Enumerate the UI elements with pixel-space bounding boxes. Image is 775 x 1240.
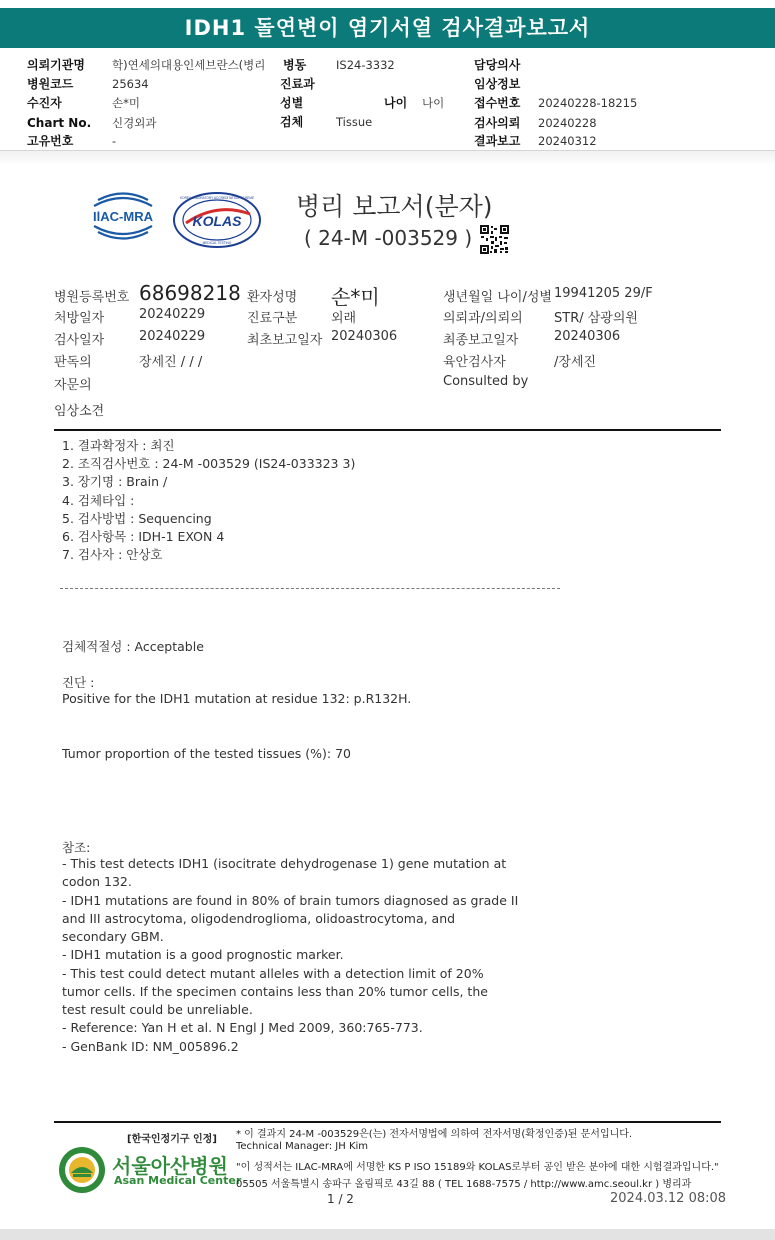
consultant-label: 자문의 xyxy=(54,378,92,393)
first-report-label: 최초보고일자 xyxy=(247,333,323,348)
detail-line: 4. 검체타입 : xyxy=(62,493,135,508)
final-report-value: 20240306 xyxy=(554,329,621,344)
amc-emblem-icon xyxy=(58,1146,106,1194)
detail-line: 7. 검사자 : 안상호 xyxy=(62,547,163,562)
doctor-label: 담당의사 xyxy=(474,58,521,72)
accreditation-note: "이 성적서는 ILAC-MRA에 서명한 KS P ISO 15189와 KOLAS로부터 공인 받은 분야에 대한 시험결과입니다." xyxy=(236,1162,719,1173)
code-label: 병원코드 xyxy=(27,77,74,91)
report-heading: 병리 보고서(분자) xyxy=(296,192,493,221)
hospital-address: 05505 서울특별시 송파구 올림픽로 43길 88 ( TEL 1688-7575 / http://www.amc.seoul.kr ) 병리과 xyxy=(236,1179,692,1190)
footer-divider xyxy=(54,1121,721,1123)
code-value: 25634 xyxy=(112,77,149,91)
visit-type-value: 외래 xyxy=(331,311,357,326)
svg-text:MEDICAL TESTING: MEDICAL TESTING xyxy=(202,241,232,245)
receipt-label: 접수번호 xyxy=(474,96,521,110)
rx-date-value: 20240229 xyxy=(139,307,206,322)
page-number: 1 / 2 xyxy=(327,1192,354,1206)
age-value: 나이 xyxy=(422,96,445,110)
technical-manager: Technical Manager: JH Kim xyxy=(236,1141,369,1152)
specimen-adequacy: 검체적절성 : Acceptable xyxy=(62,639,204,654)
reference-line: secondary GBM. xyxy=(62,929,164,944)
dept-label: 진료과 xyxy=(280,77,315,91)
reference-line: codon 132. xyxy=(62,874,132,889)
recipient-label: 수진자 xyxy=(27,96,62,110)
diagnosis-text: Positive for the IDH1 mutation at residue 132: p.R132H. xyxy=(62,691,412,706)
recipient-value: 손*미 xyxy=(112,96,140,110)
e-signature-note: * 이 결과지 24-M -003529은(는) 전자서명법에 의하여 전자서명(확정인증)된 문서입니다. xyxy=(236,1129,633,1140)
request-value: 20240228 xyxy=(538,116,597,130)
ref-dept-label: 의뢰과/의뢰의 xyxy=(443,311,523,326)
reference-line: - This test could detect mutant alleles with a detection limit of 20% xyxy=(62,966,484,981)
detail-line: 6. 검사항목 : IDH-1 EXON 4 xyxy=(62,529,225,544)
tumor-proportion: Tumor proportion of the tested tissues (%): 70 xyxy=(62,746,352,761)
reference-line: - IDH1 mutation is a good prognostic marker. xyxy=(62,947,344,962)
gross-examiner-label: 육안검사자 xyxy=(443,355,506,370)
reg-no-label: 병원등록번호 xyxy=(54,290,130,305)
header-divider xyxy=(0,150,775,166)
reader-value: 장세진 / / / xyxy=(139,355,203,370)
patient-name-label: 환자성명 xyxy=(247,290,298,305)
ward-label: 병동 xyxy=(283,58,307,72)
reference-line: test result could be unreliable. xyxy=(62,1002,253,1017)
receipt-value: 20240228-18215 xyxy=(538,96,638,110)
ward-value: IS24-3332 xyxy=(336,58,395,72)
report-number: ( 24-M -003529 ) xyxy=(304,226,473,250)
detail-line: 1. 결과확정자 : 최진 xyxy=(62,438,175,453)
reference-line: tumor cells. If the specimen contains less than 20% tumor cells, the xyxy=(62,984,488,999)
sex-label: 성별 xyxy=(280,96,304,110)
clinical-findings-label: 임상소견 xyxy=(54,404,105,419)
exam-date-value: 20240229 xyxy=(139,329,206,344)
unique-no-value: - xyxy=(112,134,117,148)
patient-name-value: 손*미 xyxy=(331,285,380,309)
report-date-value: 20240312 xyxy=(538,134,597,148)
reference-line: - Reference: Yan H et al. N Engl J Med 2009, 360:765-773. xyxy=(62,1020,423,1035)
hospital-name-en: Asan Medical Center xyxy=(114,1174,242,1187)
reference-line: - This test detects IDH1 (isocitrate dehydrogenase 1) gene mutation at xyxy=(62,856,507,871)
detail-line: 3. 장기명 : Brain / xyxy=(62,474,168,489)
specimen-label: 검체 xyxy=(280,115,304,129)
references-label: 참조: xyxy=(62,840,91,855)
institution-value: 학)연세의대용인세브란스(병리 xyxy=(112,58,266,72)
final-report-label: 최종보고일자 xyxy=(443,333,519,348)
reg-no-value: 68698218 xyxy=(139,281,241,305)
reader-label: 판독의 xyxy=(54,355,92,370)
detail-line: 2. 조직검사번호 : 24-M -003529 (IS24-033323 3) xyxy=(62,456,356,471)
svg-text:IlAC-MRA: IlAC-MRA xyxy=(93,209,153,224)
visit-type-label: 진료구분 xyxy=(247,311,298,326)
rx-date-label: 처방일자 xyxy=(54,311,105,326)
report-title-bar: IDH1 돌연변이 염기서열 검사결과보고서 xyxy=(0,8,775,48)
print-timestamp: 2024.03.12 08:08 xyxy=(610,1191,727,1206)
reference-line: - GenBank ID: NM_005896.2 xyxy=(62,1039,239,1054)
qr-code-icon xyxy=(480,225,509,254)
reference-line: - IDH1 mutations are found in 80% of brain tumors diagnosed as grade II xyxy=(62,893,519,908)
hospital-name: 서울아산병원 xyxy=(112,1154,228,1178)
page-bottom-edge xyxy=(0,1229,775,1240)
accreditation-label: [한국인정기구 인정] xyxy=(127,1134,217,1145)
institution-label: 의뢰기관명 xyxy=(27,58,85,72)
diagnosis-label: 진단 : xyxy=(62,675,95,690)
consulted-by-label: Consulted by xyxy=(443,374,529,389)
gross-examiner-value: /장세진 xyxy=(554,355,597,370)
kolas-logo xyxy=(172,190,262,250)
first-report-value: 20240306 xyxy=(331,329,398,344)
svg-text:KOREA LABORATORY ACCREDITATION: KOREA LABORATORY ACCREDITATION SCHEME xyxy=(179,196,255,200)
dashed-divider xyxy=(60,588,560,589)
ref-dept-value: STR/ 삼광의원 xyxy=(554,311,638,326)
birth-age-sex-value: 19941205 29/F xyxy=(554,286,653,301)
unique-no-label: 고유번호 xyxy=(27,134,74,148)
clinical-info-label: 임상정보 xyxy=(474,77,521,91)
svg-text:KOLAS: KOLAS xyxy=(192,213,242,229)
detail-line: 5. 검사방법 : Sequencing xyxy=(62,511,212,526)
age-label: 나이 xyxy=(384,96,408,110)
chart-no-label: Chart No. xyxy=(27,116,92,130)
exam-date-label: 검사일자 xyxy=(54,333,105,348)
report-date-label: 결과보고 xyxy=(474,134,521,148)
chart-no-value: 신경외과 xyxy=(112,116,157,130)
reference-line: and III astrocytoma, oligodendroglioma, olidoastrocytoma, and xyxy=(62,911,456,926)
section-divider xyxy=(54,429,721,431)
request-label: 검사의뢰 xyxy=(474,116,521,130)
ilac-mra-logo xyxy=(90,188,156,244)
specimen-value: Tissue xyxy=(336,115,373,129)
birth-age-sex-label: 생년월일 나이/성별 xyxy=(443,290,552,305)
